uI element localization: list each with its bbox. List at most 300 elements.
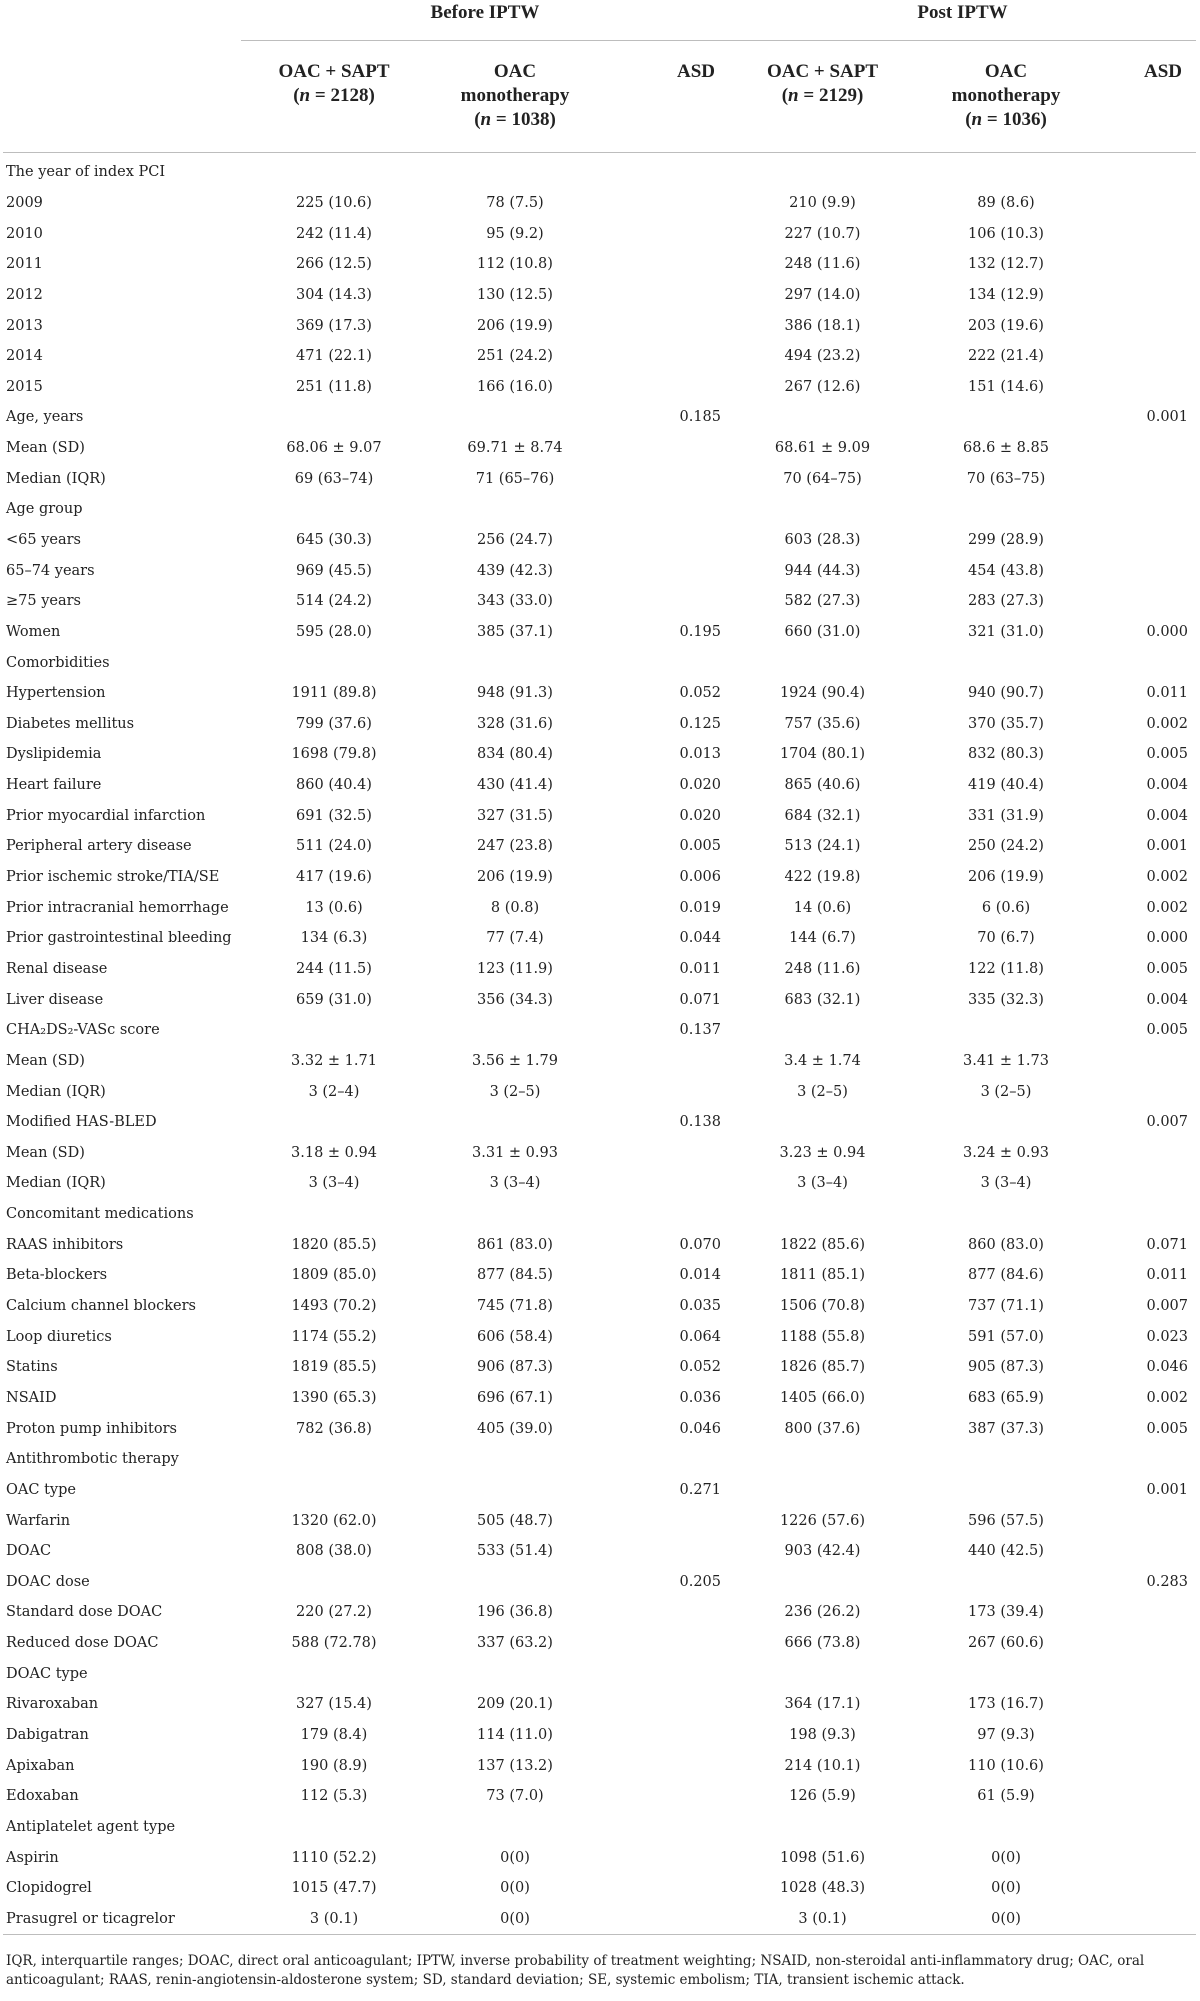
cell-before-oac-mono: 0(0) <box>500 1880 530 1897</box>
table-row <box>3 1566 1196 1597</box>
cell-before-oac-sapt <box>241 1812 427 1843</box>
row-label: Beta-blockers <box>6 1267 108 1284</box>
cell-post-oac-sapt <box>729 1107 916 1138</box>
cell-before-asd <box>603 1689 729 1720</box>
cell-post-asd: 0.023 <box>1146 1328 1189 1345</box>
cell-before-oac-mono: 3 (2–5) <box>489 1083 541 1100</box>
table-row <box>3 1689 1196 1720</box>
table-row <box>3 1383 1196 1414</box>
cell-before-oac-sapt: 782 (36.8) <box>296 1420 372 1437</box>
cell-before-asd <box>603 188 729 219</box>
row-label: Apixaban <box>6 1757 75 1774</box>
cell-post-oac-mono: 68.6 ± 8.85 <box>963 440 1049 457</box>
cell-before-oac-mono <box>427 1444 603 1475</box>
table-row <box>3 892 1196 923</box>
cell-post-oac-mono <box>916 1658 1096 1689</box>
cell-post-asd <box>1096 1873 1196 1904</box>
row-label: NSAID <box>6 1389 57 1406</box>
cell-before-oac-mono: 0(0) <box>427 1904 603 1935</box>
cell-before-asd <box>603 463 729 494</box>
cell-before-oac-mono <box>427 1658 603 1689</box>
row-label: ≥75 years <box>6 593 81 610</box>
cell-before-oac-mono: 3.56 ± 1.79 <box>472 1052 558 1069</box>
cell-before-oac-sapt <box>241 1658 427 1689</box>
table-row <box>3 923 1196 954</box>
cell-post-oac-mono: 860 (83.0) <box>968 1236 1044 1253</box>
cell-before-oac-mono: 327 (31.5) <box>477 807 553 824</box>
cell-post-asd <box>1096 188 1196 219</box>
cell-post-asd <box>1096 494 1196 525</box>
col-title: OAC + SAPT <box>278 61 390 82</box>
n-value: = 2129) <box>798 85 864 106</box>
cell-post-oac-sapt: 70 (64–75) <box>783 470 862 487</box>
cell-before-asd: 0.036 <box>679 1389 721 1406</box>
cell-post-oac-sapt: 513 (24.1) <box>784 838 861 855</box>
table-footnote: IQR, interquartile ranges; DOAC, direct oral anticoagulant; IPTW, inverse probability of treatment weighting; NSAID, non-steroidal anti-inflammatory drug; OAC, oral anticoagulant; RAAS, renin-angiotensin-aldosterone system; SD, standard deviation; SE, systemic embolism; TIA, transient ischemic attack. <box>6 1953 1145 1988</box>
row-label: Mean (SD) <box>6 1144 85 1161</box>
col-title: OAC <box>984 61 1028 82</box>
cell-post-oac-sapt: 660 (31.0) <box>784 623 861 640</box>
cell-before-oac-sapt: 266 (12.5) <box>296 256 372 273</box>
cell-before-oac-sapt <box>241 647 427 678</box>
cell-post-asd: 0.283 <box>1146 1573 1189 1590</box>
cell-post-asd <box>1096 280 1196 311</box>
row-label: DOAC type <box>6 1665 88 1682</box>
table-row <box>3 402 1196 433</box>
header-corner <box>3 0 241 41</box>
cell-post-oac-sapt: 386 (18.1) <box>784 317 861 334</box>
cell-before-asd: 0.137 <box>679 1022 721 1039</box>
cell-post-asd: 0.002 <box>1146 1389 1189 1406</box>
table-row <box>3 1750 1196 1781</box>
table-row <box>3 647 1196 678</box>
cell-post-oac-sapt <box>729 1658 916 1689</box>
cell-before-oac-sapt: 3.18 ± 0.94 <box>291 1144 377 1161</box>
cell-post-oac-sapt: 3.4 ± 1.74 <box>784 1052 861 1069</box>
cell-before-asd: 0.020 <box>679 777 721 794</box>
col-n: (n = 2128) <box>293 85 375 106</box>
cell-post-asd <box>1096 1781 1196 1812</box>
table-row <box>3 1720 1196 1751</box>
table-row <box>3 1475 1196 1506</box>
cell-before-asd: 0.019 <box>679 899 721 916</box>
cell-before-oac-mono: 206 (19.9) <box>477 317 553 334</box>
col-post-asd: ASD <box>1096 41 1196 153</box>
cell-before-oac-mono: 166 (16.0) <box>477 378 553 395</box>
cell-before-oac-mono: 439 (42.3) <box>477 562 553 579</box>
cell-before-oac-sapt: 3 (2–4) <box>308 1083 360 1100</box>
cell-post-oac-mono <box>916 1444 1096 1475</box>
cell-post-oac-mono: 106 (10.3) <box>968 225 1044 242</box>
table-row <box>3 280 1196 311</box>
cell-before-asd <box>603 1812 729 1843</box>
cell-before-asd: 0.014 <box>679 1267 721 1284</box>
cell-before-asd <box>603 1842 729 1873</box>
cell-before-asd <box>603 1168 729 1199</box>
cell-before-oac-mono: 861 (83.0) <box>477 1236 553 1253</box>
cell-before-asd <box>603 1658 729 1689</box>
table-row <box>3 954 1196 985</box>
cell-before-asd: 0.052 <box>679 685 721 702</box>
cell-post-oac-mono: 222 (21.4) <box>968 348 1044 365</box>
cell-before-oac-mono: 0(0) <box>500 1849 530 1866</box>
cell-before-asd <box>603 1505 729 1536</box>
cell-post-asd <box>1096 341 1196 372</box>
col-n: (n = 2129) <box>781 85 864 106</box>
table-row <box>3 1505 1196 1536</box>
cell-before-oac-sapt: 3 (0.1) <box>241 1904 427 1935</box>
cell-post-asd: 0.000 <box>1146 930 1189 947</box>
cell-post-oac-mono: 419 (40.4) <box>968 777 1044 794</box>
cell-post-asd <box>1096 1842 1196 1873</box>
cell-post-oac-mono: 6 (0.6) <box>981 899 1031 916</box>
cell-post-asd: 0.002 <box>1146 899 1189 916</box>
cell-post-oac-sapt: 1826 (85.7) <box>779 1359 866 1376</box>
cell-before-asd <box>603 249 729 280</box>
cell-before-oac-mono: 114 (11.0) <box>477 1726 553 1743</box>
cell-post-asd <box>1096 1689 1196 1720</box>
cell-post-asd: 0.007 <box>1146 1114 1189 1131</box>
cell-post-oac-mono: 683 (65.9) <box>968 1389 1044 1406</box>
cell-before-oac-mono: 385 (37.1) <box>477 623 553 640</box>
cell-post-oac-sapt <box>729 153 916 188</box>
cell-post-oac-sapt: 1822 (85.6) <box>779 1236 866 1253</box>
cell-before-asd: 0.071 <box>679 991 721 1008</box>
row-label: Mean (SD) <box>6 1052 85 1069</box>
cell-post-oac-sapt: 903 (42.4) <box>784 1543 861 1560</box>
cell-post-oac-mono: 832 (80.3) <box>968 746 1044 763</box>
row-label: The year of index PCI <box>6 164 166 181</box>
row-label: Dabigatran <box>6 1726 89 1743</box>
cell-before-asd: 0.138 <box>679 1114 721 1131</box>
cell-before-oac-mono <box>427 1107 603 1138</box>
cell-before-asd <box>603 1781 729 1812</box>
cell-before-oac-mono: 137 (13.2) <box>477 1757 553 1774</box>
cell-post-oac-sapt: 684 (32.1) <box>784 807 861 824</box>
row-label: Median (IQR) <box>6 1083 106 1100</box>
cell-post-oac-sapt: 582 (27.3) <box>784 593 861 610</box>
table-row <box>3 800 1196 831</box>
table-row <box>3 555 1196 586</box>
cell-before-asd <box>603 494 729 525</box>
cell-before-oac-sapt: 13 (0.6) <box>305 899 363 916</box>
table-row <box>3 1291 1196 1322</box>
row-label: Hypertension <box>6 685 106 702</box>
cell-before-oac-mono <box>427 1566 603 1597</box>
cell-before-oac-mono: 606 (58.4) <box>477 1328 553 1345</box>
row-label: Median (IQR) <box>6 470 106 487</box>
row-label: 2011 <box>6 256 43 273</box>
cell-post-oac-mono: 132 (12.7) <box>968 256 1044 273</box>
cell-before-oac-mono: 430 (41.4) <box>477 777 553 794</box>
cell-before-oac-mono: 906 (87.3) <box>477 1359 553 1376</box>
row-label: Comorbidities <box>6 654 110 671</box>
cell-before-oac-sapt <box>241 1566 427 1597</box>
cell-post-oac-mono <box>916 494 1096 525</box>
cell-before-oac-mono: 206 (19.9) <box>477 869 553 886</box>
cell-before-asd <box>603 1628 729 1659</box>
row-label: 2012 <box>6 286 43 303</box>
cell-post-asd: 0.011 <box>1146 1267 1189 1284</box>
row-label: 2013 <box>6 317 43 334</box>
table-row <box>3 831 1196 862</box>
cell-post-asd: 0.004 <box>1146 807 1189 824</box>
cell-before-oac-sapt: 511 (24.0) <box>296 838 372 855</box>
cell-post-oac-sapt: 666 (73.8) <box>784 1635 861 1652</box>
cell-post-oac-sapt: 422 (19.8) <box>784 869 861 886</box>
table-row <box>3 1873 1196 1904</box>
cell-before-asd <box>603 1873 729 1904</box>
cell-post-oac-sapt: 1811 (85.1) <box>779 1267 866 1284</box>
row-label: Renal disease <box>6 960 108 977</box>
cell-post-oac-mono: 877 (84.6) <box>968 1267 1044 1284</box>
cell-post-oac-sapt: 297 (14.0) <box>784 286 861 303</box>
table-row <box>3 371 1196 402</box>
cell-post-oac-mono: 151 (14.6) <box>968 378 1044 395</box>
cell-before-oac-mono: 130 (12.5) <box>477 286 553 303</box>
cell-post-oac-sapt: 210 (9.9) <box>789 194 856 211</box>
group-before-iptw: Before IPTW <box>241 0 729 41</box>
row-label: Dyslipidemia <box>6 746 102 763</box>
row-label: Diabetes mellitus <box>6 715 135 732</box>
cell-post-oac-mono: 97 (9.3) <box>977 1726 1035 1743</box>
row-label: Age group <box>6 501 83 518</box>
row-label: 65–74 years <box>6 562 95 579</box>
n-value: = 1038) <box>491 109 556 130</box>
row-label: Edoxaban <box>6 1788 79 1805</box>
table-row <box>3 433 1196 464</box>
cell-before-asd <box>603 1444 729 1475</box>
cell-before-asd <box>603 218 729 249</box>
cell-before-asd: 0.011 <box>679 960 721 977</box>
cell-post-oac-mono: 70 (6.7) <box>977 930 1035 947</box>
cell-post-asd <box>1096 433 1196 464</box>
col-before-oac-mono <box>427 41 603 153</box>
cell-before-oac-mono <box>427 1812 603 1843</box>
cell-before-oac-sapt: 588 (72.78) <box>291 1635 377 1652</box>
cell-before-oac-mono: 8 (0.8) <box>490 899 540 916</box>
cell-post-oac-mono: 0(0) <box>991 1849 1021 1866</box>
cell-post-oac-mono: 122 (11.8) <box>968 960 1044 977</box>
cell-before-oac-sapt: 969 (45.5) <box>296 562 372 579</box>
col-title: OAC + SAPT <box>766 61 879 82</box>
cell-post-oac-sapt <box>729 1444 916 1475</box>
cell-before-oac-mono: 745 (71.8) <box>477 1298 553 1315</box>
table-row <box>3 341 1196 372</box>
cell-before-asd <box>603 1720 729 1751</box>
row-label: Statins <box>6 1359 58 1376</box>
table-row <box>3 1628 1196 1659</box>
table-row <box>3 249 1196 280</box>
cell-post-asd <box>1096 1444 1196 1475</box>
row-label: <65 years <box>6 532 81 548</box>
col-title-line2: monotherapy <box>951 85 1061 106</box>
table-row <box>3 678 1196 709</box>
cell-post-asd <box>1096 153 1196 188</box>
cell-before-oac-mono <box>427 402 603 433</box>
table-row <box>3 709 1196 740</box>
row-label: 2015 <box>6 378 43 395</box>
n-label: n <box>788 85 799 106</box>
cell-post-oac-sapt <box>729 1475 916 1506</box>
cell-before-asd: 0.205 <box>679 1573 721 1590</box>
cell-before-asd <box>603 1046 729 1077</box>
cell-before-asd <box>603 310 729 341</box>
row-label: Women <box>6 623 61 640</box>
cell-before-oac-mono: 696 (67.1) <box>477 1389 553 1406</box>
cell-before-asd: 0.195 <box>679 623 721 640</box>
table-row <box>3 984 1196 1015</box>
row-label: RAAS inhibitors <box>6 1236 124 1253</box>
table-row <box>3 862 1196 893</box>
row-label: DOAC <box>6 1543 52 1560</box>
row-label: Warfarin <box>6 1512 71 1529</box>
cell-before-asd <box>603 1904 729 1935</box>
n-value: = 1036) <box>982 109 1047 130</box>
table-row <box>3 494 1196 525</box>
cell-before-asd <box>603 586 729 617</box>
row-label: CHA₂DS₂-VASc score <box>6 1022 160 1039</box>
cell-before-oac-sapt: 1820 (85.5) <box>291 1236 377 1253</box>
cell-post-asd <box>1096 1628 1196 1659</box>
cell-before-oac-sapt: 1493 (70.2) <box>291 1298 377 1315</box>
cell-before-oac-sapt: 304 (14.3) <box>296 286 372 303</box>
table-row <box>3 1597 1196 1628</box>
cell-post-oac-sapt: 248 (11.6) <box>784 256 861 273</box>
cell-post-oac-mono <box>916 1566 1096 1597</box>
row-label: Antiplatelet agent type <box>6 1818 176 1835</box>
cell-post-oac-mono: 0(0) <box>991 1880 1021 1897</box>
row-label: Loop diuretics <box>6 1328 112 1345</box>
cell-before-asd: 0.185 <box>679 409 721 426</box>
row-label: Aspirin <box>6 1849 59 1866</box>
row-label: Mean (SD) <box>6 440 85 457</box>
table-header <box>3 0 1196 153</box>
row-label: Modified HAS-BLED <box>6 1114 157 1131</box>
cell-post-oac-sapt: 1226 (57.6) <box>779 1512 866 1529</box>
cell-post-oac-mono: 370 (35.7) <box>968 715 1044 732</box>
cell-post-asd <box>1096 647 1196 678</box>
cell-before-oac-mono <box>427 1199 603 1230</box>
cell-post-oac-sapt: 3.23 ± 0.94 <box>779 1144 866 1161</box>
table-row <box>3 1658 1196 1689</box>
cell-before-oac-mono: 405 (39.0) <box>477 1420 553 1437</box>
cell-before-asd: 0.035 <box>679 1298 721 1315</box>
cell-post-asd: 0.046 <box>1146 1359 1189 1376</box>
cell-before-asd: 0.125 <box>679 715 721 732</box>
cell-post-asd <box>1096 218 1196 249</box>
row-label: Antithrombotic therapy <box>6 1451 179 1468</box>
cell-before-oac-sapt: 860 (40.4) <box>296 777 372 794</box>
cell-before-oac-sapt: 369 (17.3) <box>296 317 372 334</box>
cell-before-oac-sapt <box>241 153 427 188</box>
row-label: Peripheral artery disease <box>6 838 192 855</box>
col-before-asd: ASD <box>603 41 729 153</box>
cell-before-oac-sapt: 1110 (52.2) <box>291 1849 377 1866</box>
cell-post-oac-mono <box>916 647 1096 678</box>
cell-before-asd: 0.046 <box>679 1420 721 1437</box>
cell-before-oac-mono: 328 (31.6) <box>477 715 553 732</box>
cell-post-oac-mono: 70 (63–75) <box>966 470 1046 487</box>
cell-post-asd <box>1096 1168 1196 1199</box>
cell-before-oac-mono: 3 (3–4) <box>489 1175 541 1192</box>
cell-post-oac-mono: 3.24 ± 0.93 <box>963 1144 1049 1161</box>
cell-post-oac-sapt: 1924 (90.4) <box>779 685 866 702</box>
cell-post-oac-sapt: 603 (28.3) <box>784 532 861 548</box>
cell-post-oac-mono <box>916 1812 1096 1843</box>
cell-before-oac-sapt: 1809 (85.0) <box>291 1267 377 1284</box>
col-post-oac-mono <box>916 41 1096 153</box>
n-label: n <box>480 109 492 130</box>
cell-before-oac-mono: 3.31 ± 0.93 <box>472 1144 558 1161</box>
cell-before-oac-sapt: 134 (6.3) <box>300 930 368 947</box>
cell-post-oac-mono: 173 (16.7) <box>968 1696 1044 1713</box>
cell-post-oac-sapt: 1704 (80.1) <box>779 746 866 763</box>
cell-before-oac-sapt: 808 (38.0) <box>296 1543 372 1560</box>
cell-post-asd <box>1096 1904 1196 1935</box>
cell-before-oac-mono <box>427 647 603 678</box>
cell-post-oac-mono <box>916 1107 1096 1138</box>
cell-post-oac-mono: 267 (60.6) <box>968 1635 1044 1652</box>
cell-post-oac-mono: 203 (19.6) <box>968 317 1044 334</box>
row-label: Prior myocardial infarction <box>6 807 206 824</box>
cell-before-oac-mono: 247 (23.8) <box>477 838 553 855</box>
cell-post-oac-mono <box>916 1475 1096 1506</box>
cell-post-oac-mono: 173 (39.4) <box>968 1604 1044 1621</box>
cell-before-oac-mono: 343 (33.0) <box>477 593 553 610</box>
table-row <box>3 1781 1196 1812</box>
cell-post-asd <box>1096 1046 1196 1077</box>
row-label: DOAC dose <box>6 1573 90 1590</box>
cell-post-oac-mono: 596 (57.5) <box>968 1512 1044 1529</box>
col-title-line2: monotherapy <box>460 85 570 106</box>
cell-post-asd: 0.011 <box>1146 685 1189 702</box>
cell-before-oac-mono: 78 (7.5) <box>486 194 544 211</box>
row-label: OAC type <box>6 1481 76 1498</box>
table-row <box>3 1260 1196 1291</box>
table-row <box>3 1812 1196 1843</box>
cell-post-oac-sapt: 236 (26.2) <box>784 1604 861 1621</box>
table-row <box>3 218 1196 249</box>
cell-post-oac-mono <box>916 153 1096 188</box>
cell-before-oac-mono: 196 (36.8) <box>477 1604 553 1621</box>
cell-before-asd <box>603 525 729 556</box>
table-row <box>3 463 1196 494</box>
cell-post-asd: 0.001 <box>1146 838 1189 855</box>
cell-before-oac-mono: 123 (11.9) <box>477 960 553 977</box>
cell-before-oac-mono <box>427 494 603 525</box>
cell-post-oac-sapt: 227 (10.7) <box>784 225 861 242</box>
cell-post-asd <box>1096 1720 1196 1751</box>
cell-post-oac-sapt: 865 (40.6) <box>784 777 861 794</box>
cell-before-oac-mono: 505 (48.7) <box>477 1512 553 1529</box>
cell-before-asd <box>603 1138 729 1169</box>
baseline-characteristics-table <box>3 0 1196 1935</box>
table-row <box>3 153 1196 188</box>
cell-before-oac-sapt: 1320 (62.0) <box>291 1512 377 1529</box>
cell-post-asd: 0.004 <box>1146 991 1189 1008</box>
cell-post-asd <box>1096 555 1196 586</box>
cell-before-oac-sapt: 3.32 ± 1.71 <box>291 1052 377 1069</box>
cell-before-asd: 0.070 <box>679 1236 721 1253</box>
cell-post-oac-sapt: 757 (35.6) <box>784 715 861 732</box>
row-label: Clopidogrel <box>6 1880 92 1897</box>
row-label: Prior ischemic stroke/TIA/SE <box>6 869 220 886</box>
cell-before-oac-sapt: 69 (63–74) <box>294 470 374 487</box>
cell-post-oac-mono: 387 (37.3) <box>968 1420 1044 1437</box>
cell-post-oac-sapt: 144 (6.7) <box>789 930 856 947</box>
cell-before-oac-sapt: 244 (11.5) <box>296 960 372 977</box>
